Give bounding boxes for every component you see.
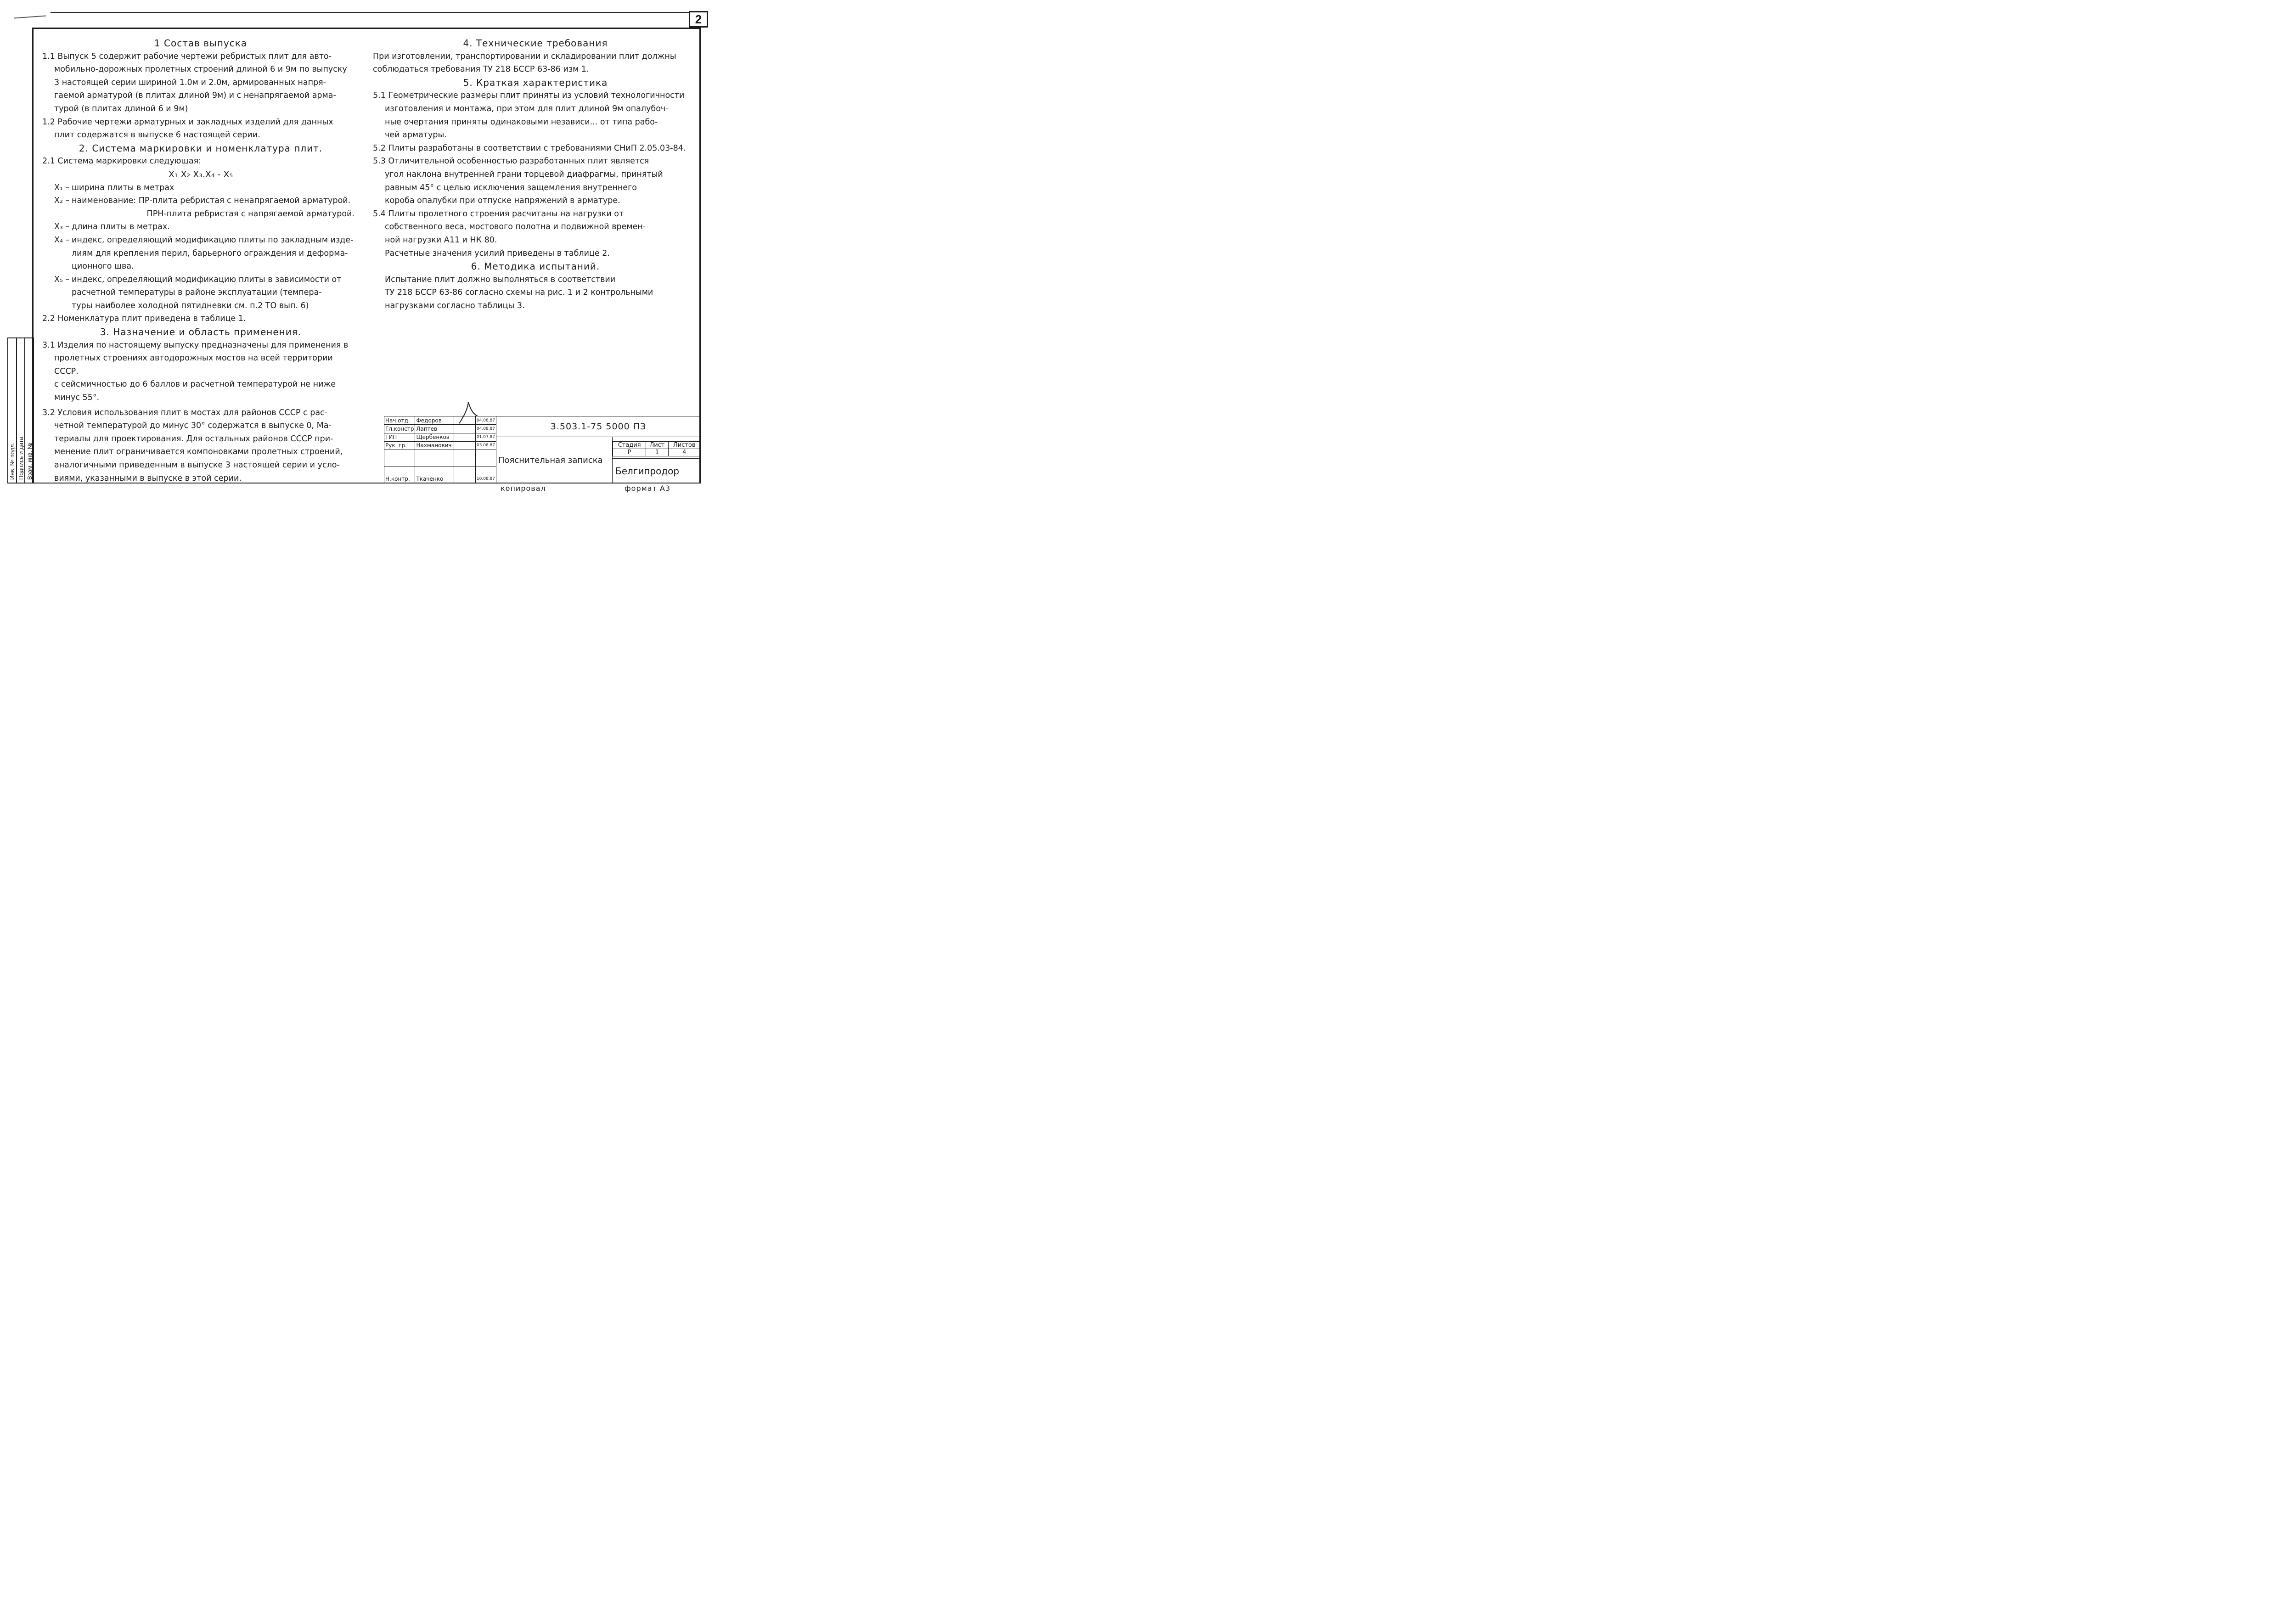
- section-4-heading: 4. Технические требования: [463, 38, 608, 49]
- organization-name: Белгипродор: [613, 458, 701, 483]
- copied-by-label: копировал: [501, 484, 546, 493]
- signature-row: ГИП Щербенков 01.07.87: [384, 433, 496, 441]
- side-cell-replacement: Взам. инв. №: [26, 443, 33, 480]
- signature-row: Рук. гр. Нахманович 03.08.87: [384, 441, 496, 450]
- drawing-sheet: [0, 0, 720, 500]
- sheet-value: 1: [646, 449, 668, 456]
- right-column: [373, 37, 698, 312]
- side-cell-signature: Подпись и дата: [17, 338, 26, 483]
- section-3-heading: 3. Назначение и область применения.: [100, 326, 302, 338]
- section-6-heading: 6. Методика испытаний.: [471, 261, 600, 272]
- clause-3-2: 3.2 Условия использования плит в мостах для районов СССР с рас- четной температурой до минус 30° содержатся в выпуске 0, Ма- териалы для проектирования. Для остальных районов СССР при- менение плит ограничивается компоновками пролетных строений, аналогичными приведенным в выпуске 3 настоящей серии и усло- виями, указанными в выпуске в этой серии.: [42, 408, 343, 483]
- signature-cell: [454, 416, 475, 425]
- clause-5-1: 5.1 Геометрические размеры плит приняты из условий технологичности изготовления и монтажа, при этом для плит длиной 9м опалубоч- ные очертания приняты одинаковыми независи... от типа рабо- чей арматуры.: [373, 91, 685, 140]
- stage-label: Стадия: [613, 442, 646, 449]
- sheets-label: Листов: [668, 442, 700, 449]
- marking-formula: X₁ X₂ X₃.X₄ - X₅: [168, 169, 233, 180]
- clause-1-2: 1.2 Рабочие чертежи арматурных и закладных изделий для данных плит содержатся в выпуске 6 настоящей серии.: [42, 117, 333, 140]
- sheets-value: 4: [668, 449, 700, 456]
- page-number: 2: [689, 11, 708, 28]
- clause-5-4: 5.4 Плиты пролетного строения расчитаны на нагрузки от собственного веса, мостового полотна и подвижной времен- ной нагрузки А11 и НК 80.: [373, 209, 646, 245]
- section-5-heading: 5. Краткая характеристика: [463, 77, 608, 88]
- clause-1-1: 1.1 Выпуск 5 содержит рабочие чертежи ребристых плит для авто- мобильно-дорожных пролетных строений длиной 6 и 9м по выпуску 3 настоящей серии шириной 1.0м и 2.0м, армированных напря- гаемой арматурой (в плитах длиной 9м) и с ненапрягаемой арма- турой (в плитах длиной 6 и 9м): [42, 51, 347, 113]
- marking-x5: X₅ – индекс, определяющий модификацию плиты в зависимости от: [54, 275, 342, 284]
- section-6-text: Испытание плит должно выполняться в соответствии ТУ 218 БССР 63-86 согласно схемы на рис. 1 и 2 контрольными нагрузками согласно таблицы 3.: [385, 275, 653, 310]
- clause-5-3: 5.3 Отличительной особенностью разработанных плит является угол наклона внутренней грани торцевой диафрагмы, принятый равным 45° с целью исключения защемления внутреннего короба опалубки при отпуске напряжений в арматуре.: [373, 157, 663, 206]
- document-code: 3.503.1-75 5000 ПЗ: [496, 416, 701, 437]
- clause-2-1: 2.1 Система маркировки следующая:: [42, 157, 202, 166]
- side-approval-strip: [7, 337, 34, 483]
- section-4-text: При изготовлении, транспортировании и складировании плит должны соблюдаться требования ТУ 218 БССР 63-86 изм 1.: [373, 51, 676, 74]
- marking-x2: X₂ – наименование: ПР-плита ребристая с ненапрягаемой арматурой.: [54, 196, 351, 206]
- marking-x2-cont: ПРН-плита ребристая с напрягаемой арматурой.: [146, 209, 355, 219]
- signature-row: Гл.констр Лаптев 04.08.87: [384, 425, 496, 433]
- side-cell-inv: Инв. № подл.: [8, 338, 17, 483]
- section-2-heading: 2. Система маркировки и номенклатура плит.: [79, 142, 323, 154]
- signature-row: [384, 450, 496, 458]
- left-column: 1 Состав выпуска 1.1 Выпуск 5 содержит рабочие чертежи ребристых плит для авто- мобильно-дорожных пролетных строений длиной 6 и 9м по выпуску 3 настоящей серии шириной 1.0м и 2.0м, армированных напря- гаемой арматурой (в плитах длиной 9м) и с ненапрягаемой арма- турой (в плитах длиной 6 и 9м) 1.2 Рабочие чертежи арматурных и закладных изделий для данных плит содержатся в выпуске 6 настоящей серии. 2. Система маркировки и номенклатура плит. 2.1 Система маркировки следующая: X₁ X₂ X₃.X₄ - X₅ X₁ – ширина плиты в метрах X₂ – наименование: ПР-плита ребристая с ненапрягаемой арматурой. ПРН-плита ребристая с напрягаемой арматурой. X₃ – длина плиты в метрах. X₄ – индекс, определяющий модификацию плиты по закладным изде- лиям для крепления перил, барьерного ограждения и деформа- ционного шва. X₅ – индекс, определяющий модификацию плиты в зависимости от расчетной температуры в районе эксплуатации (темпера- туры наиболее холодной пятидневки см. п.2 ТО вып. 6) 2.2 Номенклатура плит приведена в таблице 1. 3. Назначение и область применения. 3.1 Изделия по настоящему выпуску предназначены для применения в пролетных строениях автодорожных мостов на всей территории СССР. с сейсмичностью до 6 баллов и расчетной температурой не ниже минус 55°. 3.2 Условия использования плит в мостах для районов СССР с рас- четной температурой до минус 30° содержатся в выпуске 0, Ма- териалы для проектирования. Для остальных районов СССР при- менение плит ограничивается компоновками пролетных строений, аналогичными приведенным в выпуске 3 настоящей серии и усло- виями, указанными в выпуске в этой серии.: [42, 37, 359, 485]
- section-1-heading: 1 Состав выпуска: [154, 38, 248, 49]
- signature-cell: [454, 475, 475, 483]
- title-block: [384, 416, 701, 483]
- signature-row: [384, 458, 496, 467]
- signature-cell: [454, 441, 475, 450]
- marking-x3: X₃ – длина плиты в метрах.: [54, 222, 170, 232]
- clause-2-2: 2.2 Номенклатура плит приведена в таблице 1.: [42, 314, 246, 324]
- top-border-line: [51, 12, 689, 13]
- signature-row: Н.контр. Ткаченко 10.08.87: [384, 475, 496, 483]
- signature-cell: [454, 425, 475, 433]
- stage-sheet-table: [613, 441, 701, 456]
- document-title: Пояснительная записка: [496, 437, 613, 483]
- margin-scratch: [14, 16, 46, 19]
- clause-3-1: 3.1 Изделия по настоящему выпуску предназначены для применения в пролетных строениях автодорожных мостов на всей территории СССР. с сейсмичностью до 6 баллов и расчетной температурой не ниже минус 55°.: [42, 340, 349, 403]
- signature-table: [384, 416, 496, 483]
- signature-cell: [454, 433, 475, 441]
- signature-row: [384, 467, 496, 475]
- stage-value: Р: [613, 449, 646, 456]
- marking-x1: X₁ – ширина плиты в метрах: [54, 183, 174, 192]
- signature-row: Нач.отд. Федоров 04.08.87: [384, 416, 496, 425]
- clause-5-2: 5.2 Плиты разработаны в соответствии с требованиями СНиП 2.05.03-84.: [373, 143, 686, 153]
- sheet-label: Лист: [646, 442, 668, 449]
- format-label: формат А3: [625, 484, 671, 493]
- clause-5-4-note: Расчетные значения усилий приведены в таблице 2.: [385, 248, 610, 258]
- marking-x4: X₄ – индекс, определяющий модификацию плиты по закладным изде-: [54, 235, 354, 245]
